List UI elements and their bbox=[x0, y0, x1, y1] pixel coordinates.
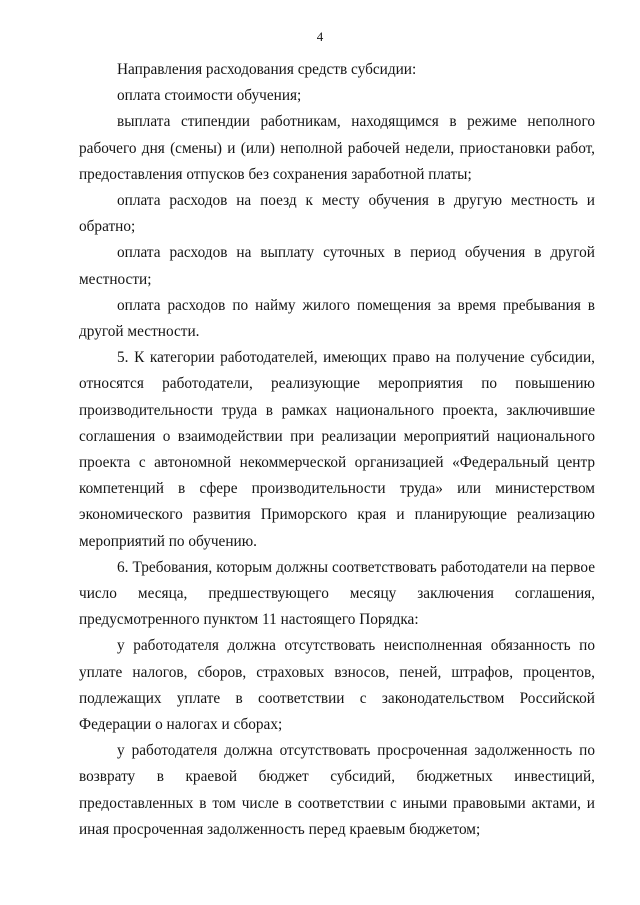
paragraph-stipend-payment: выплата стипендии работникам, находящимся в режиме неполного рабочего дня (смены) и (или) неполной рабочей недели, приостановки работ, предоставления отпусков без сохранения заработной платы; bbox=[79, 113, 595, 183]
paragraph-expenditure-directions: Направления расходования средств субсидии: bbox=[117, 61, 417, 78]
paragraph-daily-allowance: оплата расходов на выплату суточных в период обучения в другой местности; bbox=[79, 244, 595, 288]
paragraph-travel-expenses: оплата расходов на поезд к месту обучения в другую местность и обратно; bbox=[79, 192, 595, 236]
paragraph-housing-rent: оплата расходов по найму жилого помещения за время пребывания в другой местности. bbox=[79, 296, 595, 341]
paragraph-overdue-debt: у работодателя должна отсутствовать просроченная задолженность по возврату в краевой бюджет субсидий, бюджетных инвестиций, предоставленных в том числе в соответствии с иными правовыми актами, и иная просроченная задолженность перед краевым бюджетом; bbox=[79, 742, 595, 838]
page-number: 4 bbox=[316, 29, 324, 44]
document-body bbox=[79, 57, 595, 843]
paragraph-tuition-payment: оплата стоимости обучения; bbox=[117, 87, 302, 105]
paragraph-tax-obligations: у работодателя должна отсутствовать неисполненная обязанность по уплате налогов, сборов, страховых взносов, пеней, штрафов, процентов, подлежащих уплате в соответствии с законодательством Российской Федерации о налогах и сборах; bbox=[79, 637, 595, 734]
paragraph-employer-requirements: 6. Требования, которым должны соответствовать работодатели на первое число месяца, предшествующего месяцу заключения соглашения, предусмотренного пунктом 11 настоящего Порядка: bbox=[79, 558, 595, 629]
paragraph-employer-categories: 5. К категории работодателей, имеющих право на получение субсидии, относятся работодатели, реализующие мероприятия по повышению производительности труда в рамках национального проекта, заключившие соглашения о взаимодействии при реализации мероприятий национального проекта с автономной некоммерческой организацией «Федеральный центр компетенций в сфере производительности труда» или министерством экономического развития Приморского края и планирующие реализацию мероприятий по обучению. bbox=[79, 349, 595, 550]
